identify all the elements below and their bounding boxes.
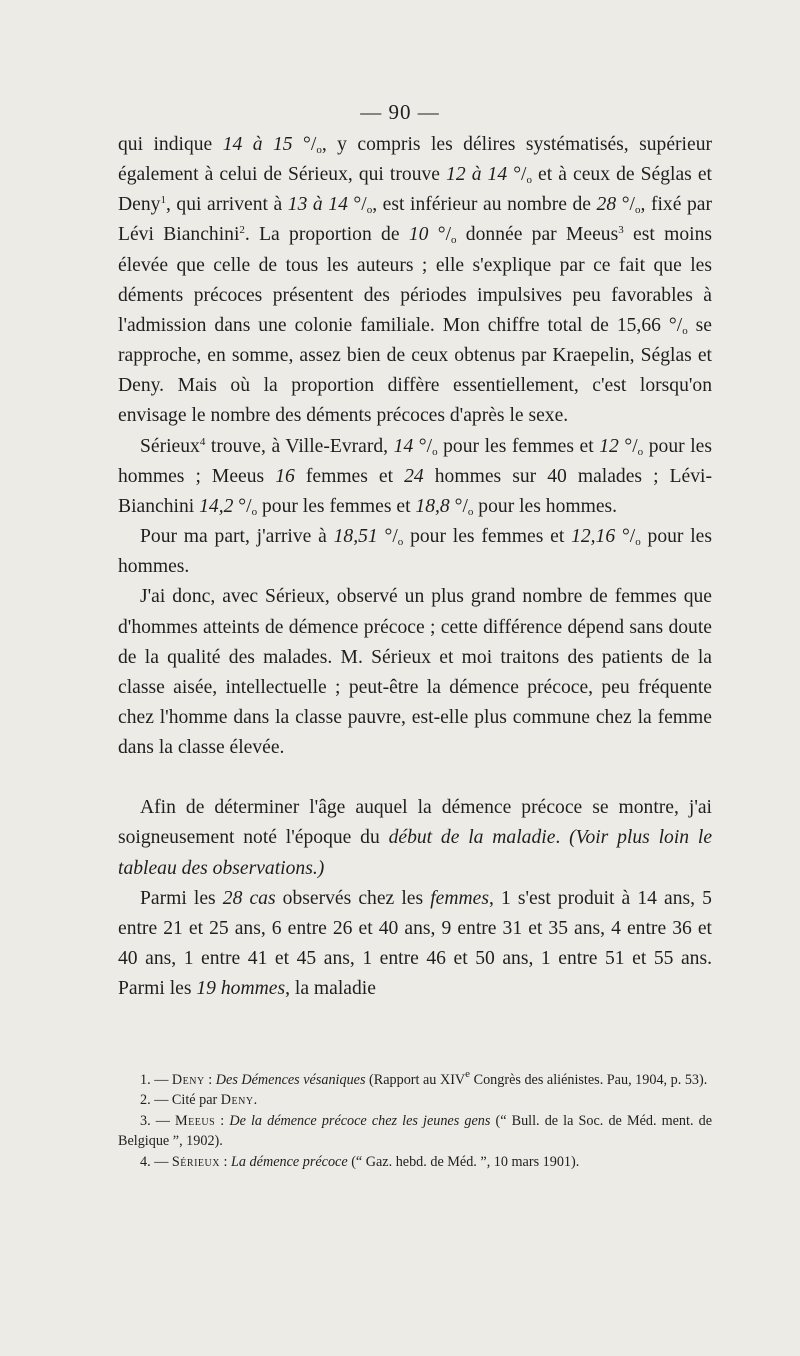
footnotes [118,1070,712,1172]
footnote-ref-1[interactable]: 1 [160,194,166,207]
footnote-4: 4. — Sérieux : La démence précoce (“ Gaz. hebd. de Méd. ”, 10 mars 1901). [140,1153,580,1170]
page-number: — 90 — [360,100,440,124]
paragraph-2: Sérieux$^4$ trouve, à Ville-Evrard, 14 $^\circ/_o$ pour les femmes et 12 $^\circ/_o$ pour les hommes ; Meeus 16 femmes et 24 hommes sur 40 malades ; Lévi-Bianchini 14,2 $^\circ/_o$ pour les femmes et 18,8 $^\circ/_o$ pour les hommes. [118,435,712,518]
footnote-3: 3. — Meeus : De la démence précoce chez les jeunes gens (“ Bull. de la Soc. de Méd. ment. de Belgique ”, 1902). [118,1112,713,1150]
paragraph-5: Afin de déterminer l'âge auquel la démence précoce se montre, j'ai soigneusement noté l'époque du début de la maladie. (Voir plus loin le tableau des observations.) [118,797,713,879]
paragraph-4: J'ai donc, avec Sérieux, observé un plus grand nombre de femmes que d'hommes atteints de démence précoce ; cette différence dépend sans doute de la qualité des malades. M. Sérieux et moi traitons des patients de la classe aisée, intellectuelle ; peut-être la démence précoce, peu fréquente chez l'homme dans la classe pauvre, est-elle plus commune chez la femme dans la classe élevée. [118,586,712,759]
body-text [118,130,712,1004]
paragraph-6: Parmi les 28 cas observés chez les femmes, 1 s'est produit à 14 ans, 5 entre 21 et 25 ans, 6 entre 26 et 40 ans, 9 entre 31 et 35 ans, 4 entre 36 et 40 ans, 1 entre 41 et 45 ans, 1 entre 46 et 50 ans, 1 entre 51 et 55 ans. Parmi les 19 hommes, la maladie [118,887,712,1000]
footnote-2: 2. — Cité par Deny. [140,1092,258,1109]
paragraph-1: qui indique 14 à 15 $^\circ/_o$, y compris les délires systématisés, supérieur également à celui de Sérieux, qui trouve 12 à 14 $^\circ/_o$ et à ceux de Séglas et Deny$^1$, qui arrivent à 13 à 14 $^\circ/_o$, est inférieur au nombre de 28 $^\circ/_o$, fixé par Lévi Bianchini$^2$. La proportion de 10 $^\circ/_o$ donnée par Meeus$^3$ est moins élevée que celle de tous les auteurs ; elle s'explique par ce fait que les déments précoces présentent des périodes impulsives peu favorables à l'admission dans une colonie familiale. Mon chiffre total de 15,66 $^\circ/_o$ se rapproche, en somme, assez bien de ceux obtenus par Kraepelin, Séglas et Deny. Mais où la proportion diffère essentiellement, c'est lorsqu'on envisage le nombre des déments précoces d'après le sexe. [118,134,713,427]
footnote-1: 1. — Deny : Des Démences vésaniques (Rapport au XIVe Congrès des aliénistes. Pau, 1904, p. 53). [140,1068,708,1088]
footnote-ref-4[interactable]: 4 [199,435,206,448]
footnote-ref-3[interactable]: 3 [618,224,624,237]
paragraph-3: Pour ma part, j'arrive à 18,51 $^\circ/_o$ pour les femmes et 12,16 $^\circ/_o$ pour les hommes. [118,526,712,578]
footnote-ref-2[interactable]: 2 [239,224,245,237]
